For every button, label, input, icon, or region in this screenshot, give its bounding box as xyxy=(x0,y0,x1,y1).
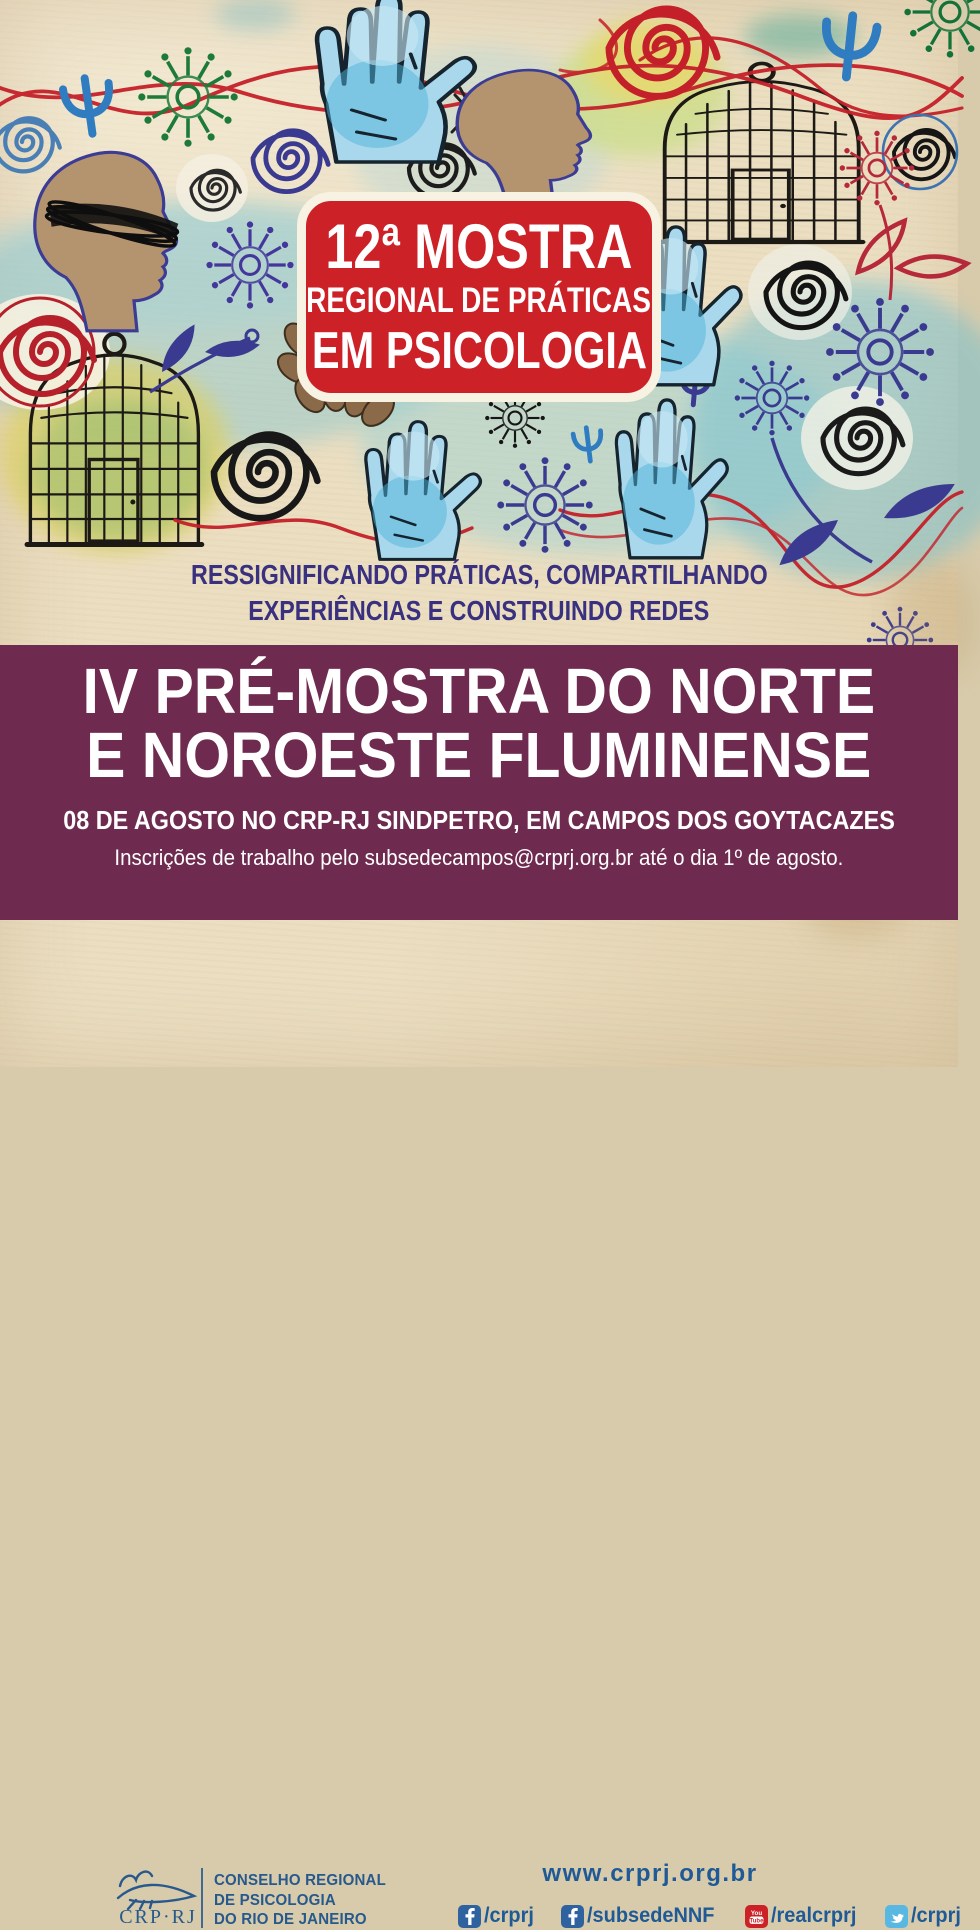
website-url[interactable]: www.crprj.org.br xyxy=(542,1860,758,1887)
badge-line1: 12ª MOSTRA xyxy=(325,212,633,282)
spiral-doodle xyxy=(894,130,955,179)
social-handle: /realcrprj xyxy=(770,1904,857,1927)
social-handle: /crprj xyxy=(484,1904,534,1927)
dandelion-wheel-icon xyxy=(138,47,238,147)
crprj-logo xyxy=(114,1864,200,1910)
social-links xyxy=(458,1904,961,1928)
crprj-acronym: CRP·RJ xyxy=(119,1906,197,1928)
psi-symbol-icon xyxy=(821,13,878,80)
logo-divider xyxy=(201,1868,203,1928)
social-item-twitter[interactable] xyxy=(885,1904,964,1928)
tagline-line2: EXPERIÊNCIAS E CONSTRUINDO REDES xyxy=(248,595,710,626)
badge-line2: REGIONAL DE PRÁTICAS xyxy=(306,281,652,320)
event-info: 08 DE AGOSTO NO CRP-RJ SINDPETRO, EM CAMPOS DOS GOYTACAZES xyxy=(63,805,895,835)
council-name-line3: DO RIO DE JANEIRO xyxy=(214,1911,367,1928)
band-title-line1: IV PRÉ-MOSTRA DO NORTE xyxy=(82,655,876,727)
twitter-icon xyxy=(885,1905,908,1928)
facebook-icon xyxy=(561,1905,584,1928)
council-name xyxy=(214,1871,397,1930)
social-handle: /crprj xyxy=(910,1904,961,1927)
band-title-line2: E NOROESTE FLUMINENSE xyxy=(86,719,872,791)
badge-line3: EM PSICOLOGIA xyxy=(311,322,647,380)
event-band xyxy=(0,645,958,920)
social-handle: /subsedeNNF xyxy=(586,1904,715,1927)
tagline xyxy=(0,556,958,629)
tagline-line1: RESSIGNIFICANDO PRÁTICAS, COMPARTILHANDO xyxy=(190,559,768,590)
youtube-icon xyxy=(745,1905,768,1928)
svg-text:You: You xyxy=(750,1909,762,1917)
spiral-doodle xyxy=(253,131,328,192)
dandelion-wheel-icon xyxy=(904,0,980,58)
council-name-line2: DE PSICOLOGIA xyxy=(214,1891,336,1909)
title-badge xyxy=(297,192,661,402)
facebook-icon xyxy=(458,1905,481,1928)
submission-info: Inscrições de trabalho pelo subsedecampos@crprj.org.br até o dia 1º de agosto. xyxy=(114,845,844,870)
psi-symbol-icon xyxy=(62,75,115,137)
footer xyxy=(0,920,961,1928)
social-item-facebook[interactable] xyxy=(458,1904,537,1928)
social-item-youtube[interactable] xyxy=(745,1904,861,1928)
council-name-line1: CONSELHO REGIONAL xyxy=(214,1872,386,1889)
spiral-doodle xyxy=(0,118,60,171)
social-item-facebook[interactable] xyxy=(561,1904,721,1928)
svg-text:Tube: Tube xyxy=(749,1917,764,1924)
